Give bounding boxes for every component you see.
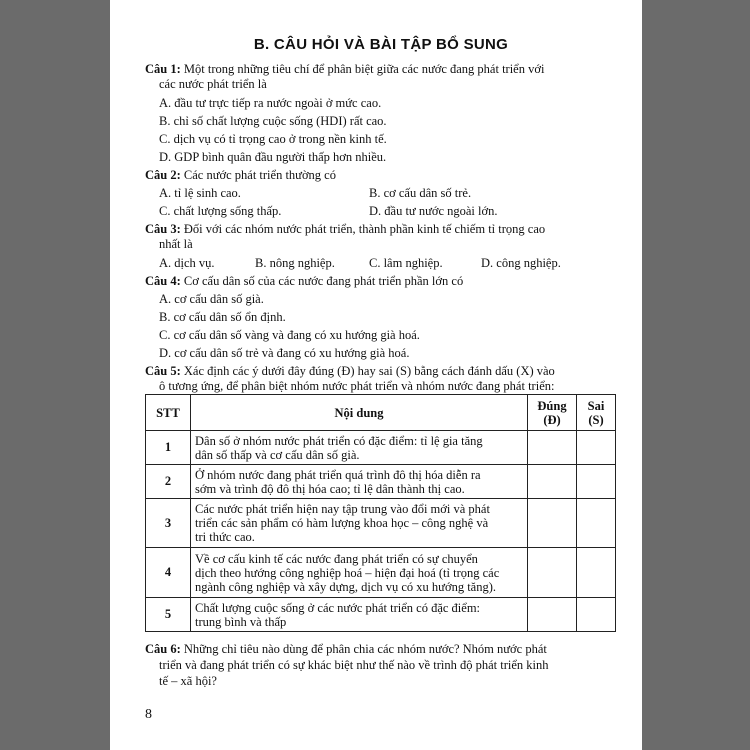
row-content-line1: Dân số ở nhóm nước phát triển có đặc điểm: tỉ lệ gia tăng bbox=[195, 433, 483, 448]
q5-table-header-row bbox=[146, 395, 616, 431]
header-content: Nội dung bbox=[191, 395, 528, 431]
right-frame-border bbox=[642, 0, 750, 750]
q2-option-d: D. đầu tư nước ngoài lớn. bbox=[369, 204, 498, 218]
row-content-line2: trung bình và thấp bbox=[195, 614, 287, 629]
row-stt: 2 bbox=[146, 465, 191, 499]
row-content bbox=[191, 598, 528, 632]
row-content-line1: Chất lượng cuộc sống ở các nước phát triển có đặc điểm: bbox=[195, 600, 481, 615]
q6-label: Câu 6: bbox=[145, 642, 181, 656]
q4-stem bbox=[145, 274, 463, 289]
q6-stem-line3: tế – xã hội? bbox=[159, 674, 217, 688]
row-stt: 3 bbox=[146, 499, 191, 548]
row-content-line2: triển các sản phẩm có hàm lượng khoa học – công nghệ và bbox=[195, 516, 489, 530]
q5-table bbox=[145, 394, 616, 632]
table-row bbox=[146, 465, 616, 499]
row-content-line2: dân số thấp và cơ cấu dân số già. bbox=[195, 447, 360, 462]
q3-option-d: D. công nghiệp. bbox=[481, 256, 561, 270]
row-content bbox=[191, 465, 528, 499]
q1-option-b: B. chỉ số chất lượng cuộc sống (HDI) rất cao. bbox=[159, 114, 387, 128]
row-true-cell[interactable] bbox=[528, 465, 577, 499]
q5-label: Câu 5: bbox=[145, 364, 181, 378]
row-content-line3: tri thức cao. bbox=[195, 530, 255, 544]
q6-stem-text: Những chỉ tiêu nào dùng để phân chia các nhóm nước? Nhóm nước phát bbox=[180, 642, 547, 656]
q4-label: Câu 4: bbox=[145, 274, 181, 288]
q4-stem-text: Cơ cấu dân số của các nước đang phát triển phần lớn có bbox=[180, 274, 464, 288]
row-content-line2: sớm và trình độ đô thị hóa cao; tỉ lệ dân thành thị cao. bbox=[195, 481, 465, 496]
q4-option-d: D. cơ cấu dân số trẻ và đang có xu hướng già hoá. bbox=[159, 346, 410, 360]
q3-stem-line2: nhất là bbox=[159, 237, 193, 251]
header-true-line1: Đúng bbox=[537, 398, 567, 413]
q1-stem-text: Một trong những tiêu chí để phân biệt giữa các nước đang phát triển với bbox=[180, 62, 545, 76]
q4-option-b: B. cơ cấu dân số ổn định. bbox=[159, 310, 286, 324]
q6-stem-line1 bbox=[145, 642, 547, 657]
document-page bbox=[110, 0, 642, 750]
q5-stem-line2: ô tương ứng, để phân biệt nhóm nước phát triển và nhóm nước đang phát triển: bbox=[159, 379, 555, 393]
header-true-line2: (Đ) bbox=[543, 412, 561, 427]
q3-stem-text: Đối với các nhóm nước phát triển, thành phần kinh tế chiếm tỉ trọng cao bbox=[180, 222, 546, 236]
q2-stem bbox=[145, 168, 336, 183]
q3-option-b: B. nông nghiệp. bbox=[255, 256, 335, 270]
row-content-line2: dịch theo hướng công nghiệp hoá – hiện đại hoá (tỉ trọng các bbox=[195, 565, 500, 580]
row-false-cell[interactable] bbox=[577, 465, 616, 499]
q2-option-c: C. chất lượng sống thấp. bbox=[159, 204, 282, 218]
q1-option-a: A. đầu tư trực tiếp ra nước ngoài ở mức cao. bbox=[159, 96, 382, 110]
q4-option-a: A. cơ cấu dân số già. bbox=[159, 292, 264, 306]
row-content-line3: ngành công nghiệp và xây dựng, dịch vụ có xu hướng tăng). bbox=[195, 579, 497, 594]
table-row bbox=[146, 598, 616, 632]
q2-stem-text: Các nước phát triển thường có bbox=[180, 168, 336, 182]
row-stt: 4 bbox=[146, 548, 191, 598]
header-stt: STT bbox=[146, 395, 191, 431]
q2-option-a: A. tỉ lệ sinh cao. bbox=[159, 186, 241, 200]
row-false-cell[interactable] bbox=[577, 548, 616, 598]
row-stt: 1 bbox=[146, 431, 191, 465]
header-false-line2: (S) bbox=[588, 412, 604, 427]
table-row bbox=[146, 499, 616, 548]
q2-option-b: B. cơ cấu dân số trẻ. bbox=[369, 186, 472, 200]
header-true bbox=[528, 395, 577, 431]
row-false-cell[interactable] bbox=[577, 598, 616, 632]
q1-option-d: D. GDP bình quân đầu người thấp hơn nhiều. bbox=[159, 150, 387, 164]
page-number: 8 bbox=[145, 707, 152, 722]
left-frame-border bbox=[0, 0, 110, 750]
q1-stem-line2: các nước phát triển là bbox=[159, 77, 267, 91]
row-true-cell[interactable] bbox=[528, 431, 577, 465]
row-true-cell[interactable] bbox=[528, 499, 577, 548]
q2-label: Câu 2: bbox=[145, 168, 181, 182]
q3-option-a: A. dịch vụ. bbox=[159, 256, 215, 270]
row-content-line1: Về cơ cấu kinh tế các nước đang phát triển có sự chuyển bbox=[195, 551, 478, 566]
q1-option-c: C. dịch vụ có tỉ trọng cao ở trong nền kinh tế. bbox=[159, 132, 387, 146]
row-content-line1: Ở nhóm nước đang phát triển quá trình đô thị hóa diễn ra bbox=[195, 467, 481, 482]
header-false bbox=[577, 395, 616, 431]
q4-option-c: C. cơ cấu dân số vàng và đang có xu hướng già hoá. bbox=[159, 328, 420, 342]
row-content bbox=[191, 499, 528, 548]
row-true-cell[interactable] bbox=[528, 548, 577, 598]
q3-stem-line1 bbox=[145, 222, 545, 237]
row-false-cell[interactable] bbox=[577, 431, 616, 465]
q3-label: Câu 3: bbox=[145, 222, 181, 236]
row-content bbox=[191, 431, 528, 465]
row-content-line1: Các nước phát triển hiện nay tập trung vào đổi mới và phát bbox=[195, 502, 490, 516]
q1-stem-line1 bbox=[145, 62, 544, 77]
q6-stem-line2: triển và đang phát triển có sự khác biệt như thế nào về trình độ phát triển kinh bbox=[159, 658, 549, 672]
row-stt: 5 bbox=[146, 598, 191, 632]
q5-stem-line1 bbox=[145, 364, 555, 379]
q5-stem-text: Xác định các ý dưới đây đúng (Đ) hay sai (S) bằng cách đánh dấu (X) vào bbox=[180, 364, 555, 378]
q3-option-c: C. lâm nghiệp. bbox=[369, 256, 443, 270]
table-row bbox=[146, 431, 616, 465]
row-true-cell[interactable] bbox=[528, 598, 577, 632]
q1-label: Câu 1: bbox=[145, 62, 181, 76]
section-title: B. CÂU HỎI VÀ BÀI TẬP BỔ SUNG bbox=[253, 36, 509, 53]
header-false-line1: Sai bbox=[587, 398, 605, 413]
table-row bbox=[146, 548, 616, 598]
row-false-cell[interactable] bbox=[577, 499, 616, 548]
row-content bbox=[191, 548, 528, 598]
